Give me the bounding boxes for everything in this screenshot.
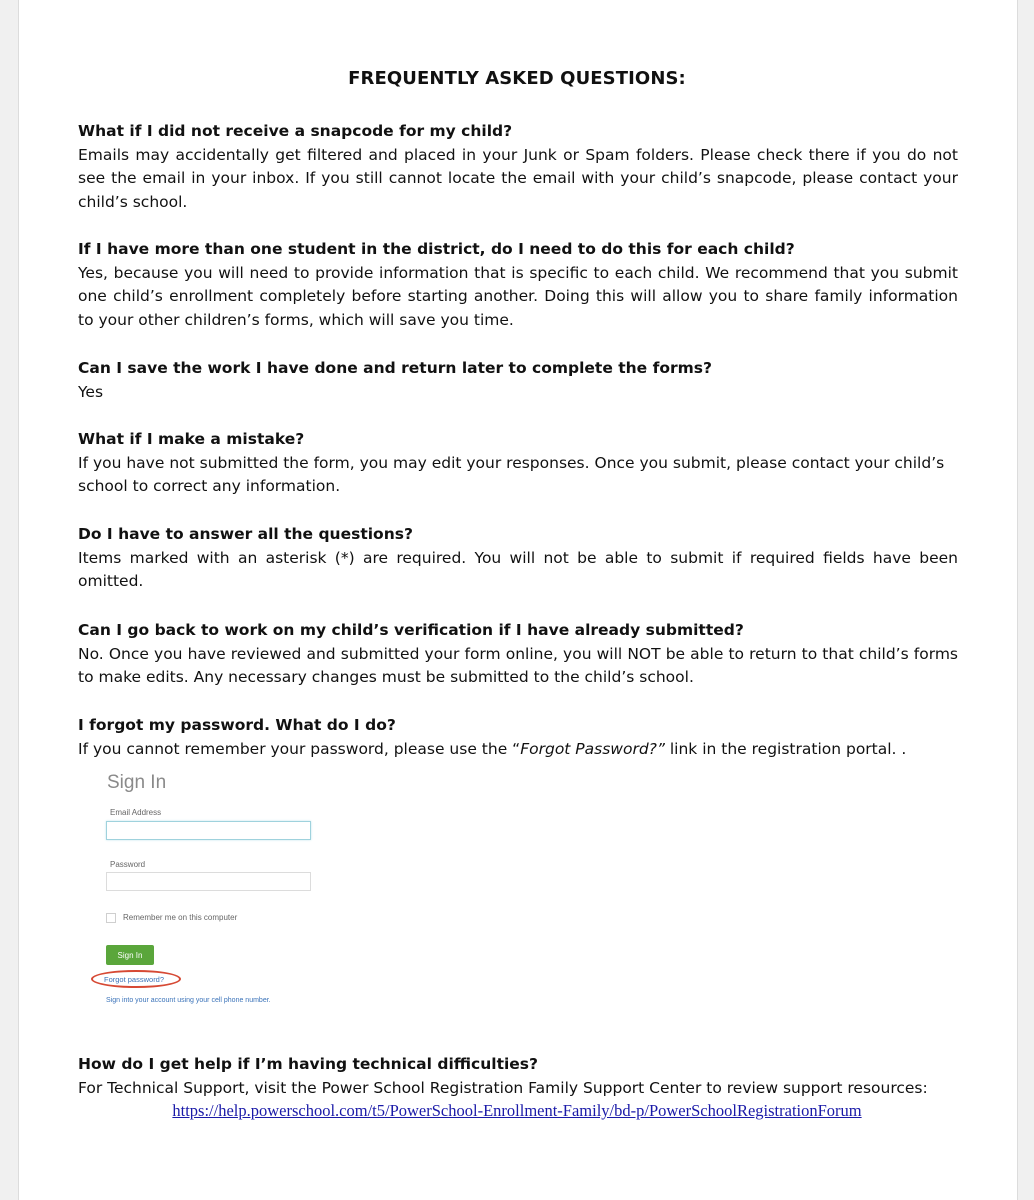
- faq-item-technical-help: [78, 1053, 958, 1100]
- faq-answer: [78, 738, 958, 762]
- faq-item-snapcode: [78, 120, 958, 214]
- email-field[interactable]: [106, 821, 311, 840]
- faq-answer: Emails may accidentally get filtered and placed in your Junk or Spam folders. Please check there if you do not see the email in your inbox. If you still cannot locate the email with your child’s snapcode, please contact your child’s school.: [78, 145, 958, 211]
- remember-me-label: Remember me on this computer: [123, 913, 238, 922]
- signin-title: Sign In: [107, 772, 167, 793]
- password-field[interactable]: [106, 872, 311, 891]
- faq-question: Do I have to answer all the questions?: [78, 525, 413, 543]
- faq-item-multiple-students: [78, 238, 958, 332]
- forgot-password-link[interactable]: Forgot password?: [104, 975, 165, 984]
- sign-in-button[interactable]: Sign In: [106, 945, 154, 965]
- faq-answer: No. Once you have reviewed and submitted your form online, you will NOT be able to return to that child’s forms to make edits. Any necessary changes must be submitted to the child’s school.: [78, 644, 958, 687]
- faq-question: If I have more than one student in the district, do I need to do this for each child?: [78, 240, 795, 258]
- answer-text: If you cannot remember your password, please use the “: [78, 739, 521, 758]
- faq-question: How do I get help if I’m having technical difficulties?: [78, 1055, 539, 1073]
- faq-item-all-questions: [78, 523, 958, 594]
- faq-question: What if I make a mistake?: [78, 430, 305, 448]
- faq-question: I forgot my password. What do I do?: [78, 716, 396, 734]
- password-label: Password: [110, 860, 146, 869]
- answer-emphasis: Forgot Password?”: [520, 739, 665, 758]
- support-link[interactable]: https://help.powerschool.com/t5/PowerSchool-Enrollment-Family/bd-p/PowerSchoolRegistrationForum: [172, 1101, 862, 1120]
- email-label: Email Address: [110, 808, 162, 817]
- phone-signin-link[interactable]: Sign into your account using your cell phone number.: [106, 997, 271, 1004]
- faq-answer: For Technical Support, visit the Power School Registration Family Support Center to review support resources:: [78, 1078, 928, 1097]
- answer-text: link in the registration portal. .: [664, 739, 907, 758]
- faq-question: Can I save the work I have done and return later to complete the forms?: [78, 359, 712, 377]
- forgot-password-highlight: [91, 970, 181, 988]
- faq-question: What if I did not receive a snapcode for my child?: [78, 122, 513, 140]
- faq-answer: If you have not submitted the form, you may edit your responses. Once you submit, please contact your child’s school to correct any information.: [78, 453, 945, 496]
- signin-screenshot: [96, 768, 336, 1018]
- faq-answer: Items marked with an asterisk (*) are required. You will not be able to submit if required fields have been omitted.: [78, 548, 958, 591]
- page-title: FREQUENTLY ASKED QUESTIONS:: [348, 68, 686, 89]
- faq-item-mistake: [78, 428, 958, 499]
- faq-answer: Yes, because you will need to provide information that is specific to each child. We recommend that you submit one child’s enrollment completely before starting another. Doing this will allow you to share family information to your other children’s forms, which will save you time.: [78, 263, 958, 329]
- faq-item-forgot-password: [78, 714, 958, 761]
- faq-question: Can I go back to work on my child’s verification if I have already submitted?: [78, 621, 744, 639]
- faq-item-save-work: [78, 357, 958, 404]
- faq-item-go-back: [78, 619, 958, 690]
- remember-me-checkbox[interactable]: [106, 913, 116, 923]
- faq-answer: Yes: [78, 382, 104, 401]
